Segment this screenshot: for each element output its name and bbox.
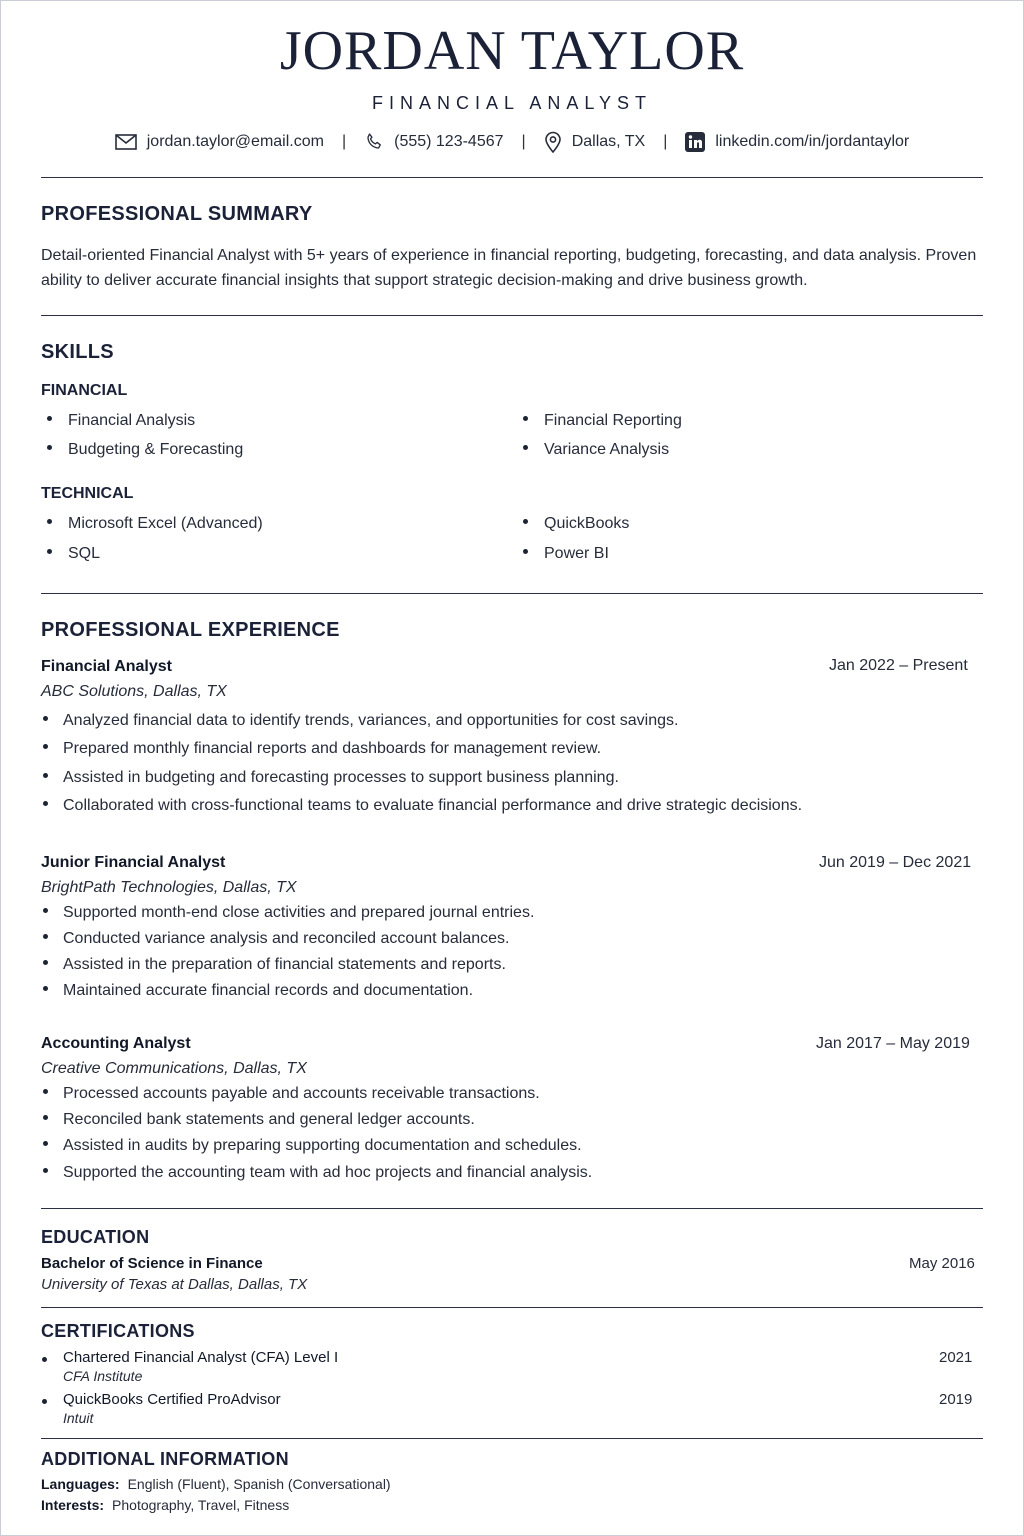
job-bullet: Assisted in the preparation of financial statements and reports. [41,956,506,974]
cert-year: 2021 [939,1349,973,1366]
skill-item: SQL [47,545,100,563]
contact-separator: | [521,133,526,150]
skill-item: Variance Analysis [523,441,669,459]
job-bullet: Maintained accurate financial records and documentation. [41,982,473,1000]
interests-line [41,1497,289,1513]
cert-issuer: CFA Institute [63,1368,143,1384]
job-bullet: Supported the accounting team with ad hoc projects and financial analysis. [41,1164,592,1182]
divider [41,1438,983,1439]
contact-linkedin[interactable] [685,132,909,152]
divider [41,593,983,594]
job-bullet: Supported month-end close activities and prepared journal entries. [41,904,534,922]
cert-issuer: Intuit [63,1410,94,1426]
job-dates: Jun 2019 – Dec 2021 [819,854,972,871]
divider [41,1208,983,1209]
summary-text: Detail-oriented Financial Analyst with 5+ years of experience in financial reporting, budgeting, forecasting, and data analysis. Proven ability to deliver accurate financial insights that support strategic decision-making and drive business growth. [41,247,977,289]
summary-heading: PROFESSIONAL SUMMARY [41,203,313,225]
certifications-heading: CERTIFICATIONS [41,1321,195,1341]
contact-bar [1,131,1023,153]
job-company: Creative Communications, Dallas, TX [41,1060,307,1077]
education-school: University of Texas at Dallas, Dallas, TX [41,1276,308,1293]
education-date: May 2016 [909,1255,975,1272]
job-title: Financial Analyst [41,658,172,675]
envelope-icon [115,134,137,150]
interests-value: Photography, Travel, Fitness [112,1497,290,1513]
job-bullet: Analyzed financial data to identify trends, variances, and opportunities for cost savings. [41,712,678,730]
skill-item: Microsoft Excel (Advanced) [47,515,263,533]
job-bullet: Prepared monthly financial reports and dashboards for management review. [41,740,601,758]
job-bullet: Conducted variance analysis and reconciled account balances. [41,930,510,948]
skill-item: Power BI [523,545,609,563]
contact-separator: | [341,133,347,150]
map-pin-icon [544,131,562,153]
job-company: ABC Solutions, Dallas, TX [41,683,227,700]
linkedin-icon [685,132,705,152]
experience-heading: PROFESSIONAL EXPERIENCE [41,619,340,641]
languages-value: English (Fluent), Spanish (Conversational) [127,1476,391,1492]
phone-icon [364,132,384,152]
skill-item: QuickBooks [523,515,629,533]
candidate-name: JORDAN TAYLOR [279,20,745,82]
interests-label: Interests: [41,1497,105,1513]
education-degree: Bachelor of Science in Finance [41,1255,263,1272]
job-title: Junior Financial Analyst [41,854,226,871]
email-text: jordan.taylor@email.com [146,133,324,150]
languages-label: Languages: [41,1476,120,1492]
cert-name: Chartered Financial Analyst (CFA) Level I [63,1349,339,1366]
job-title: Accounting Analyst [41,1035,191,1052]
job-dates: Jan 2017 – May 2019 [816,1035,970,1052]
cert-bullet [42,1357,47,1362]
job-company: BrightPath Technologies, Dallas, TX [41,879,297,896]
divider [41,315,983,316]
skill-group-title: FINANCIAL [41,382,128,399]
job-bullet: Reconciled bank statements and general ledger accounts. [41,1111,475,1129]
skill-group-title: TECHNICAL [41,485,134,502]
phone-text: (555) 123-4567 [394,133,504,150]
job-bullet: Processed accounts payable and accounts receivable transactions. [41,1085,540,1103]
skill-item: Budgeting & Forecasting [47,441,243,459]
divider [41,1307,983,1308]
cert-bullet [42,1399,47,1404]
cert-name: QuickBooks Certified ProAdvisor [63,1391,281,1408]
candidate-title: FINANCIAL ANALYST [371,93,653,113]
skill-item: Financial Reporting [523,412,682,430]
skill-item: Financial Analysis [47,412,195,430]
skills-heading: SKILLS [41,341,114,363]
job-bullet: Assisted in audits by preparing supporting documentation and schedules. [41,1137,582,1155]
cert-year: 2019 [939,1391,973,1408]
location-text: Dallas, TX [571,133,646,150]
job-bullet: Assisted in budgeting and forecasting processes to support business planning. [41,769,619,787]
job-bullet: Collaborated with cross-functional teams to evaluate financial performance and drive strategic decisions. [41,797,802,815]
linkedin-text: linkedin.com/in/jordantaylor [715,133,910,150]
contact-phone[interactable] [364,132,503,152]
contact-separator: | [663,133,668,150]
contact-location [544,131,646,153]
divider [41,177,983,178]
languages-line [41,1476,391,1492]
contact-email[interactable] [115,133,324,151]
additional-heading: ADDITIONAL INFORMATION [41,1449,289,1469]
education-heading: EDUCATION [41,1227,150,1247]
job-dates: Jan 2022 – Present [829,657,968,674]
